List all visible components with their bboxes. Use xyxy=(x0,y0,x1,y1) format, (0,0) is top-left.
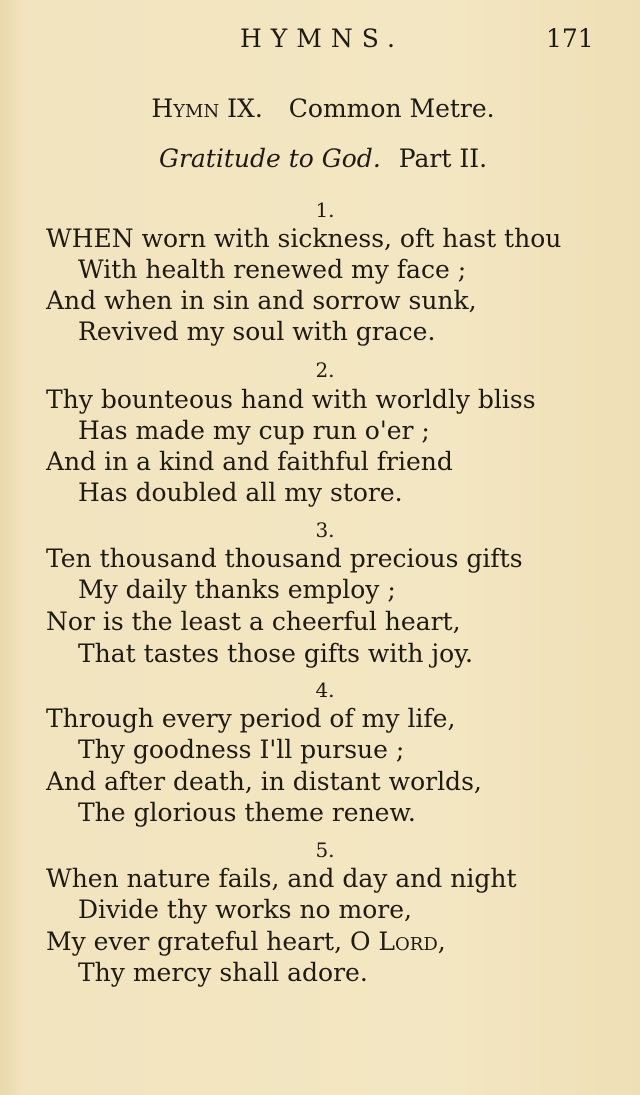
verse-line: Divide thy works no more, xyxy=(78,895,412,924)
verse-line: And in a kind and faithful friend xyxy=(46,447,453,476)
verse-line: And when in sin and sorrow sunk, xyxy=(46,286,477,315)
hymn-subtitle xyxy=(0,144,640,173)
verse-line: Has doubled all my store. xyxy=(78,478,403,507)
running-head xyxy=(0,24,640,60)
verse-line: When nature fails, and day and night xyxy=(46,864,517,893)
verse-line: Nor is the least a cheerful heart, xyxy=(46,607,461,636)
stanza-number: 2. xyxy=(315,358,335,382)
stanza-number: 3. xyxy=(315,518,335,542)
hymn-number: Hymn IX. xyxy=(151,94,263,123)
verse-line-text: My ever grateful heart, O xyxy=(46,927,379,956)
verse-line: Thy bounteous hand with worldly bliss xyxy=(46,385,536,414)
verse-line: Ten thousand thousand precious gifts xyxy=(46,544,523,573)
verse-line: Has made my cup run o'er ; xyxy=(78,416,430,445)
verse-line: Revived my soul with grace. xyxy=(78,317,436,346)
hymn-metre: Common Metre. xyxy=(288,94,495,123)
verse-line: The glorious theme renew. xyxy=(78,798,416,827)
running-head-title: HYMNS. xyxy=(240,24,404,53)
verse-line: With health renewed my face ; xyxy=(78,255,467,284)
verse-line: Thy mercy shall adore. xyxy=(78,958,368,987)
verse-line: That tastes those gifts with joy. xyxy=(78,639,473,668)
subtitle-part: Part II. xyxy=(398,144,488,173)
hymn-title xyxy=(0,94,640,123)
page-number: 171 xyxy=(546,24,594,53)
lord-smallcaps: Lord, xyxy=(378,927,446,956)
verse-line xyxy=(46,926,446,957)
verse-line: And after death, in distant worlds, xyxy=(46,767,482,796)
subtitle-theme: Gratitude to God. xyxy=(158,144,381,173)
stanza-number: 5. xyxy=(315,838,335,862)
verse-line: WHEN worn with sickness, oft hast thou xyxy=(46,224,562,253)
stanza-number: 4. xyxy=(315,678,335,702)
verse-line: Through every period of my life, xyxy=(46,704,456,733)
verse-line: Thy goodness I'll pursue ; xyxy=(78,735,405,764)
verse-line: My daily thanks employ ; xyxy=(78,575,396,604)
stanza-number: 1. xyxy=(315,198,335,222)
